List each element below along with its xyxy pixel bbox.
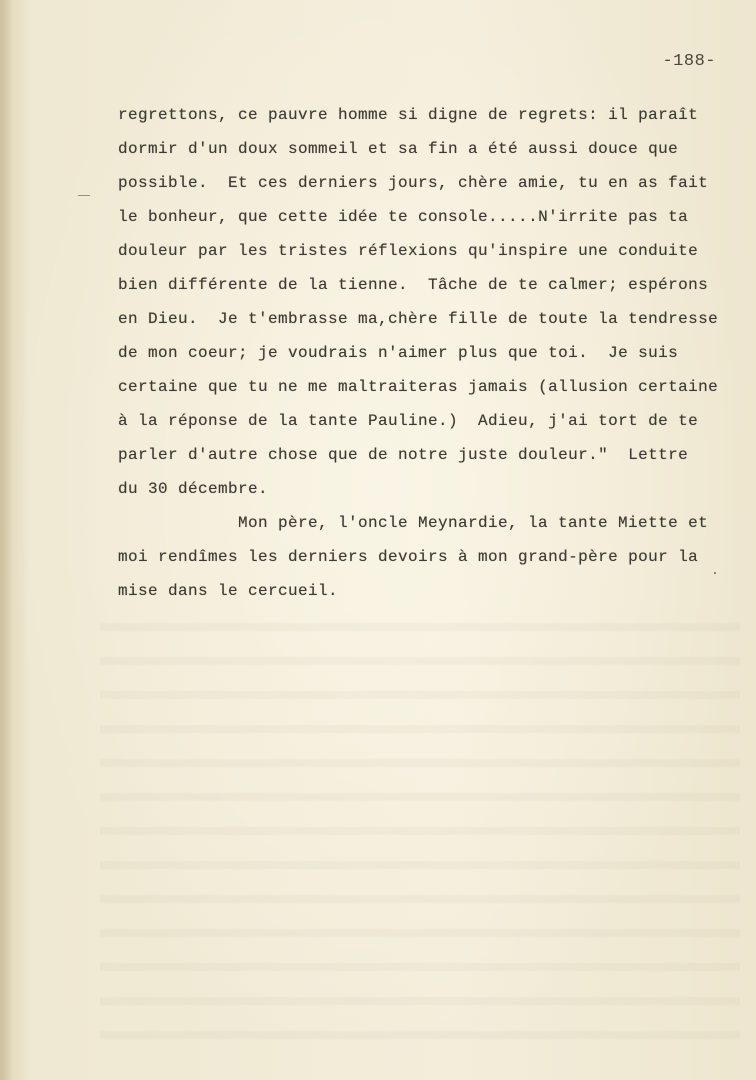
text-line: bien différente de la tienne. Tâche de te calmer; espérons — [118, 276, 709, 294]
text-line: en Dieu. Je t'embrasse ma,chère fille de toute la tendresse — [118, 310, 719, 328]
text-line: parler d'autre chose que de notre juste douleur." Lettre — [118, 446, 689, 464]
page-spine-shadow — [0, 0, 12, 1080]
text-line: mise dans le cercueil. — [118, 582, 339, 600]
typed-text-block — [118, 98, 718, 608]
show-through-bleed — [100, 600, 740, 1060]
text-line: à la réponse de la tante Pauline.) Adieu, j'ai tort de te — [118, 412, 699, 430]
text-line: possible. Et ces derniers jours, chère amie, tu en as fait — [118, 174, 709, 192]
text-line: le bonheur, que cette idée te console.....N'irrite pas ta — [118, 208, 689, 226]
text-line: du 30 décembre. — [118, 480, 269, 498]
text-line: moi rendîmes les derniers devoirs à mon grand-père pour la — [118, 548, 699, 566]
text-line: douleur par les tristes réflexions qu'inspire une conduite — [118, 242, 699, 260]
text-line: dormir d'un doux sommeil et sa fin a été aussi douce que — [118, 140, 679, 158]
paragraph-indented-line: Mon père, l'oncle Meynardie, la tante Miette et — [238, 514, 709, 532]
page-number: -188- — [662, 52, 716, 71]
text-line: de mon coeur; je voudrais n'aimer plus que toi. Je suis — [118, 344, 679, 362]
margin-mark — [78, 195, 90, 196]
text-line: certaine que tu ne me maltraiteras jamais (allusion certaine — [118, 378, 719, 396]
text-line: regrettons, ce pauvre homme si digne de regrets: il paraît — [118, 106, 699, 124]
